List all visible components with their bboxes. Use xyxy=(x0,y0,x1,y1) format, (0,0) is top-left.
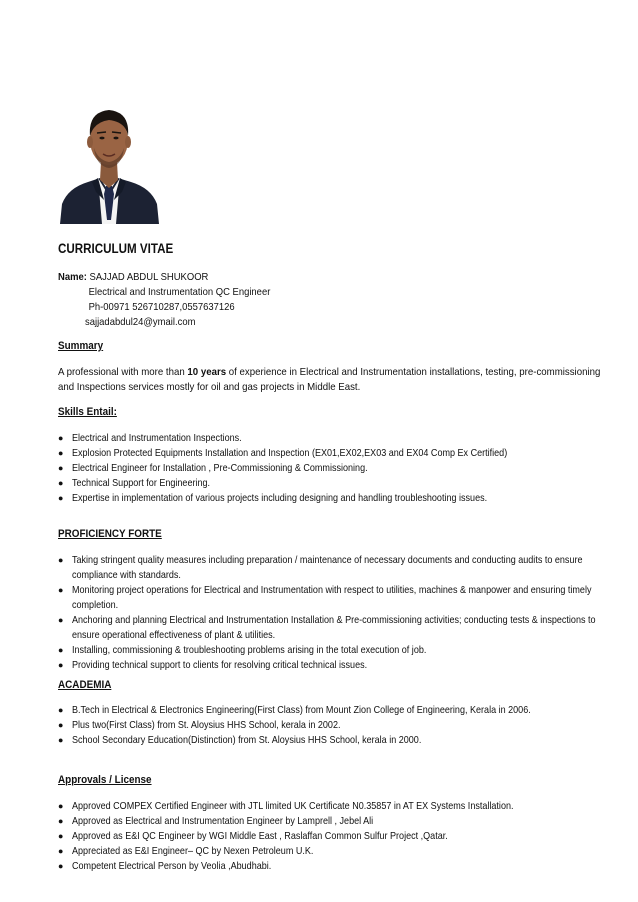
summary-text-part: A professional with more than xyxy=(58,366,188,378)
bullet-icon: ● xyxy=(58,705,64,715)
approvals-heading: Approvals / License xyxy=(58,774,152,786)
list-item xyxy=(58,553,618,583)
bullet-icon: ● xyxy=(58,478,64,488)
profile-photo xyxy=(58,96,161,224)
list-item xyxy=(58,643,618,658)
list-item-text: Appreciated as E&I Engineer– QC by Nexen Petroleum U.K. xyxy=(72,845,314,857)
list-item-text: Plus two(First Class) from St. Aloysius HHS School, kerala in 2002. xyxy=(72,719,341,731)
list-item-text: Electrical Engineer for Installation , Pre-Commissioning & Commissioning. xyxy=(72,462,368,474)
list-item xyxy=(58,859,618,874)
bullet-icon: ● xyxy=(58,645,64,655)
list-item xyxy=(58,844,618,859)
list-item xyxy=(58,446,618,461)
list-item-text: Technical Support for Engineering. xyxy=(72,477,211,489)
name-row xyxy=(58,270,270,285)
bullet-icon: ● xyxy=(58,720,64,730)
bullet-icon: ● xyxy=(58,816,64,826)
candidate-role: Electrical and Instrumentation QC Engineer xyxy=(88,286,271,298)
bullet-icon: ● xyxy=(58,463,64,473)
proficiency-list xyxy=(58,553,618,673)
list-item-text: Monitoring project operations for Electrical and Instrumentation with respect to utilities, machines & manpower and ensuring timely completion. xyxy=(72,584,592,611)
list-item xyxy=(58,718,618,733)
list-item-text: Approved as Electrical and Instrumentation Engineer by Lamprell , Jebel Ali xyxy=(72,815,374,827)
list-item-text: Competent Electrical Person by Veolia ,Abudhabi. xyxy=(72,860,272,872)
name-label: Name: xyxy=(58,271,87,283)
list-item xyxy=(58,583,618,613)
list-item xyxy=(58,461,618,476)
list-item xyxy=(58,733,618,748)
list-item xyxy=(58,613,618,643)
list-item-text: Approved as E&I QC Engineer by WGI Middle East , Raslaffan Common Sulfur Project ,Qatar. xyxy=(72,830,448,842)
candidate-name: SAJJAD ABDUL SHUKOOR xyxy=(89,271,209,283)
bullet-icon: ● xyxy=(58,585,64,595)
bullet-icon: ● xyxy=(58,493,64,503)
bullet-icon: ● xyxy=(58,555,64,565)
list-item xyxy=(58,491,618,506)
summary-text xyxy=(58,365,617,395)
bullet-icon: ● xyxy=(58,660,64,670)
list-item-text: Expertise in implementation of various projects including designing and handling troubleshooting issues. xyxy=(72,492,488,504)
skills-list xyxy=(58,431,618,506)
academia-heading: ACADEMIA xyxy=(58,679,112,691)
list-item-text: Electrical and Instrumentation Inspections. xyxy=(72,432,242,444)
candidate-email: sajjadabdul24@ymail.com xyxy=(85,316,196,328)
bullet-icon: ● xyxy=(58,433,64,443)
list-item-text: Providing technical support to clients for resolving critical technical issues. xyxy=(72,659,368,671)
bullet-icon: ● xyxy=(58,735,64,745)
list-item xyxy=(58,431,618,446)
list-item-text: Anchoring and planning Electrical and Instrumentation Installation & Pre-commissioning activities; conducting tests & inspections to ensure operational effectiveness of plant & utilities. xyxy=(72,614,596,641)
list-item xyxy=(58,476,618,491)
skills-heading: Skills Entail: xyxy=(58,406,117,418)
list-item-text: Installing, commissioning & troubleshooting problems arising in the total execution of job. xyxy=(72,644,427,656)
bullet-icon: ● xyxy=(58,801,64,811)
bullet-icon: ● xyxy=(58,846,64,856)
list-item-text: Approved COMPEX Certified Engineer with JTL limited UK Certificate N0.35857 in AT EX Systems Installation. xyxy=(72,800,514,812)
proficiency-heading: PROFICIENCY FORTE xyxy=(58,528,162,540)
list-item-text: Explosion Protected Equipments Installation and Inspection (EX01,EX02,EX03 and EX04 Comp Ex Certified) xyxy=(72,447,508,459)
candidate-phone: Ph-00971 526710287,0557637126 xyxy=(88,301,235,313)
academia-list xyxy=(58,703,618,748)
approvals-list xyxy=(58,799,618,874)
list-item xyxy=(58,814,618,829)
list-item-text: Taking stringent quality measures including preparation / maintenance of necessary documents and conducting audits to ensure compliance with standards. xyxy=(72,554,583,581)
summary-heading: Summary xyxy=(58,340,104,352)
list-item xyxy=(58,799,618,814)
bullet-icon: ● xyxy=(58,861,64,871)
summary-text-part: of experience in Electrical and Instrumentation installations, testing, pre-commissioning and Inspections services mostly for oil and gas projects in Middle East. xyxy=(58,366,601,393)
bullet-icon: ● xyxy=(58,448,64,458)
list-item xyxy=(58,703,618,718)
list-item xyxy=(58,658,618,673)
list-item-text: School Secondary Education(Distinction) from St. Aloysius HHS School, kerala in 2000. xyxy=(72,734,422,746)
contact-block xyxy=(58,270,294,330)
summary-highlight: 10 years xyxy=(187,366,227,378)
document-title: CURRICULUM VITAE xyxy=(58,241,174,256)
bullet-icon: ● xyxy=(58,831,64,841)
bullet-icon: ● xyxy=(58,615,64,625)
list-item-text: B.Tech in Electrical & Electronics Engineering(First Class) from Mount Zion College of Engineering, Kerala in 2006. xyxy=(72,704,531,716)
list-item xyxy=(58,829,618,844)
